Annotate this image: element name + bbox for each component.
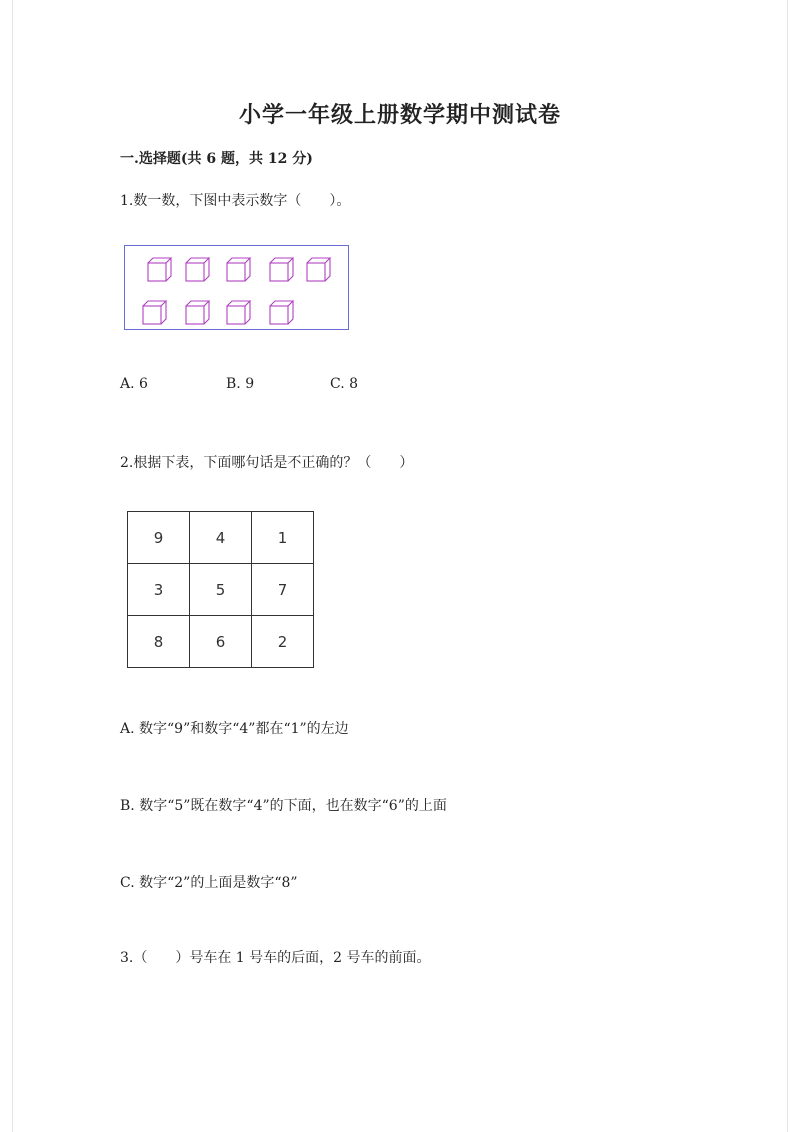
question-1-text: 1.数一数，下图中表示数字（ ）。 [120,193,351,209]
cube-icon [185,300,211,326]
cube-icon [226,257,252,283]
section-heading: 一.选择题(共 6 题，共 12 分) [120,151,313,167]
question-2-text: 2.根据下表，下面哪句话是不正确的？（ ） [120,455,414,471]
q2-option-a[interactable]: A. 数字“9”和数字“4”都在“1”的左边 [120,721,349,737]
grid-row [128,616,314,668]
page-title: 小学一年级上册数学期中测试卷 [238,102,561,128]
cube-icon [185,257,211,283]
q1-option-b[interactable]: B. 9 [226,376,255,392]
question-3-text: 3.（ ）号车在 1 号车的后面，2 号车的前面。 [120,950,431,966]
cube-icon [142,300,168,326]
grid-row [128,512,314,564]
cube-icon [269,300,295,326]
cube-figure [124,245,349,330]
q2-option-b[interactable]: B. 数字“5”既在数字“4”的下面，也在数字“6”的上面 [120,798,447,814]
grid-row [128,564,314,616]
cube-icon [147,257,173,283]
cube-icon [306,257,332,283]
number-grid [127,511,314,668]
grid-cell: 6 [190,616,252,668]
grid-cell: 7 [252,564,314,616]
q1-option-a[interactable]: A. 6 [120,376,148,392]
grid-cell: 4 [190,512,252,564]
grid-cell: 5 [190,564,252,616]
grid-cell: 8 [128,616,190,668]
cube-icon [226,300,252,326]
q2-option-c[interactable]: C. 数字“2”的上面是数字“8” [120,875,298,891]
grid-cell: 9 [128,512,190,564]
grid-cell: 3 [128,564,190,616]
q1-option-c[interactable]: C. 8 [330,376,359,392]
grid-cell: 2 [252,616,314,668]
cube-icon [269,257,295,283]
grid-cell: 1 [252,512,314,564]
